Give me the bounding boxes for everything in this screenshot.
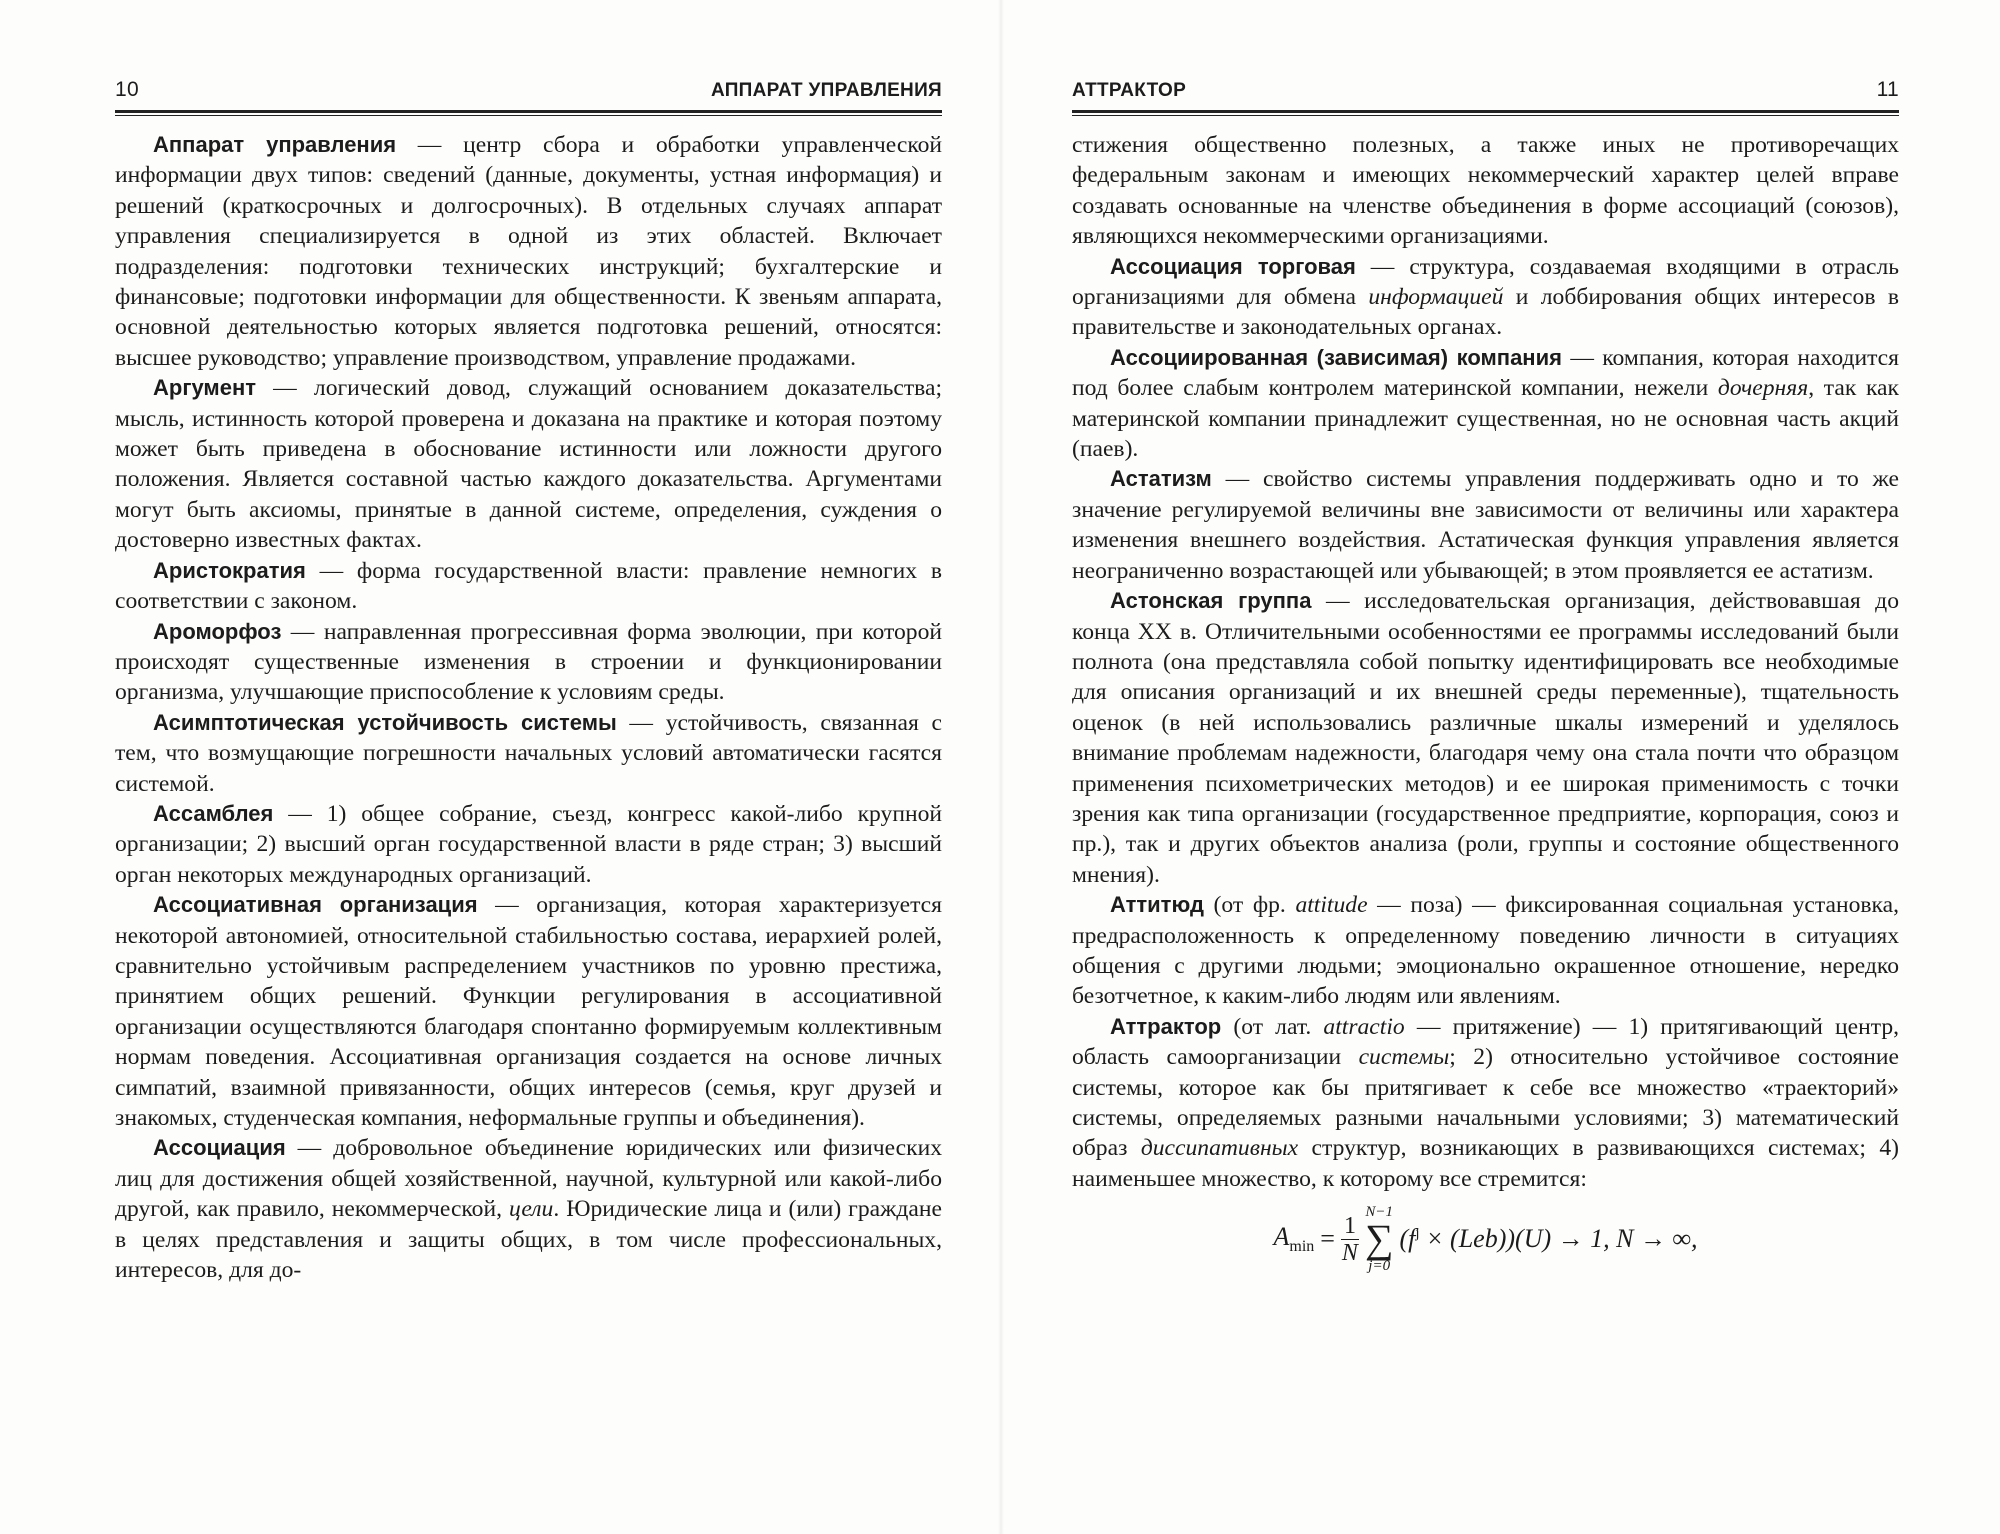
header-rule: [1072, 110, 1899, 113]
entry-definition: — добровольное объединение юридических или физических лиц для достижения общей хозяйственной, научной, культурной или какой-либо другой, как правило, некоммерческой,: [115, 1135, 942, 1223]
entry-term: Ассоциативная организация: [153, 892, 478, 918]
entry-definition: — центр сбора и обработки управленческой информации двух типов: сведений (данные, документы, устная информация) и решений (краткосрочных и долгосрочных). В отдельных случаях аппарат управления специализируется в одной из этих областей. Включает подразделения: подготовки технических инструкций; бухгалтерские и финансовые; подготовки информации для общественности. К звеньям аппарата, основной деятельностью которых является подготовка решений, относятся: высшее руководство; управление производством, управление продажами.: [115, 132, 943, 371]
entry: [115, 373, 942, 555]
entry-definition: (от лат.: [1221, 1013, 1324, 1040]
entry-definition: — организация, которая характеризуется некоторой автономией, относительной стабильностью состава, иерархией ролей, сравнительно устойчивым распределением участников по уровню престижа, принятием общих решений. Функции регулирования в ассоциативной организации осуществляются благодаря спонтанно формируемым коллективным нормам поведения. Ассоциативная организация создается на основе личных симпатий, взаимной привязанности, общих интересов (семья, круг друзей и знакомых, студенческая компания, неформальные группы и объединения).: [115, 892, 943, 1131]
entry: [1072, 586, 1899, 890]
entry-term: Ассоциация торговая: [1110, 253, 1356, 279]
entry: [115, 556, 942, 617]
entry-definition: — устойчивость, связанная с тем, что возмущающие погрешности начальных условий автоматически гасятся системой.: [115, 709, 943, 797]
italic-crossref: системы: [1358, 1044, 1450, 1071]
formula-equals: =: [1320, 1224, 1335, 1254]
entry-definition: — свойство системы управления поддерживать одно и то же значение регулируемой величины вне зависимости от величины или характера изменения внешнего воздействия. Астатическая функция управления является неограниченно возрастающей или убывающей; в этом проявляется ее астатизм.: [1072, 466, 1899, 584]
entry-attractor: [1072, 1012, 1899, 1194]
entry-term: Аристократия: [153, 557, 306, 583]
right-page: [1072, 78, 1899, 1498]
left-page-header: [115, 78, 942, 106]
entry: [115, 617, 942, 708]
formula-sum: N−1 ∑ j=0: [1364, 1204, 1394, 1275]
left-page: [115, 78, 942, 1498]
formula-fraction: $\frac{1}{N}$: [1341, 1212, 1358, 1266]
entry-definition-cont: и лоббирования общих интересов в правительстве и законодательных органах.: [1072, 284, 1899, 341]
left-page-body: [115, 130, 942, 1285]
book-spine-fold: [998, 0, 1004, 1534]
entry-definition: — исследовательская организация, действовавшая до конца XX в. Отличительными особенностями ее программы исследований были полнота (она представляла собой попытку идентифицировать все необходимые для описания организаций и их внешней среды переменные), тщательность оценок (в ней использовались различные шкалы измерений и уделялось внимание проблемам надежности, благодаря чему она стала почти что образцом применения психометрических методов) и ее широкая применимость с точки зрения как типа организации (государственное предприятие, корпорация, союз и пр.), так и других объектов анализа (роли, группы и состояние общественного мнения).: [1072, 588, 1899, 888]
header-rule-thin: [1072, 115, 1899, 116]
formula-body: $(f^j \times (Leb))(U) \to 1$, N → ∞,: [1399, 1224, 1698, 1254]
italic-crossref: attitude: [1295, 892, 1368, 919]
entry-term: Аргумент: [153, 375, 257, 401]
entry-term: Ассоциированная (зависимая) компания: [1110, 344, 1562, 370]
entry-definition: — форма государственной власти: правление немногих в соответствии с законом.: [115, 557, 942, 615]
header-rule: [115, 110, 942, 113]
entry-definition: — 1) общее собрание, съезд, конгресс какой-либо крупной организации; 2) высший орган государственной власти в ряде стран; 3) высший орган некоторых международных организаций.: [115, 800, 942, 888]
entry: [115, 708, 942, 799]
entry-term: Астатизм: [1110, 466, 1212, 492]
entry: [115, 890, 942, 1133]
formula-lhs: $A_{min}$: [1273, 1222, 1315, 1256]
entry: [1072, 890, 1899, 1012]
running-head: АППАРАТ УПРАВЛЕНИЯ: [710, 80, 942, 101]
italic-crossref: цели: [508, 1196, 554, 1223]
right-page-body: [1072, 130, 1899, 1194]
entry: [1072, 252, 1899, 343]
entry-definition-cont: — притяжение) — 1) притягивающий центр, область самоорганизации: [1072, 1013, 1900, 1071]
italic-crossref: информацией: [1368, 284, 1504, 311]
entry-term: Асимптотическая устойчивость системы: [153, 709, 617, 735]
entry-definition-cont: , так как материнской компании принадлежит существенная, но не основная часть акций (паев).: [1072, 375, 1899, 463]
italic-crossref: attractio: [1323, 1013, 1405, 1040]
entry-definition-cont: ; 2) относительно устойчивое состояние системы, которое как бы притягивает к себе все множество «траекторий» системы, определяемых разными начальными условиями; 3) математический образ: [1072, 1044, 1899, 1162]
attractor-formula: [1072, 1204, 1899, 1274]
running-head: АТТРАКТОР: [1072, 80, 1187, 101]
header-rule-thin: [115, 115, 942, 116]
entry-term: Ассоциация: [153, 1135, 286, 1161]
entry-term: Астонская группа: [1110, 588, 1312, 614]
entry-term: Аппарат управления: [153, 132, 397, 157]
entry-term: Ассамблея: [153, 800, 274, 826]
continued-text: стижения общественно полезных, а также иных не противоречащих федеральным законам и имеющих некоммерческий характер целей вправе создавать основанные на членстве объединения в форме ассоциаций (союзов), являющихся некоммерческими организациями.: [1072, 132, 1899, 250]
entry: [115, 130, 942, 373]
entry-definition: — направленная прогрессивная форма эволюции, при которой происходят существенные изменения в строении и функционировании организма, улучшающие приспособление к условиям среды.: [115, 618, 942, 706]
italic-crossref: диссипативных: [1140, 1135, 1299, 1162]
entry: [1072, 343, 1899, 465]
page-number: 10: [115, 78, 139, 101]
entry-definition: — структура, создаваемая входящими в отрасль организациями для обмена: [1072, 253, 1899, 311]
italic-crossref: дочерняя: [1717, 375, 1809, 402]
right-page-header: [1072, 78, 1899, 106]
entry-definition: — компания, которая находится под более слабым контролем материнской компании, нежели: [1072, 344, 1899, 402]
page-number: 11: [1876, 78, 1899, 101]
entry: [115, 799, 942, 890]
entry: [115, 1133, 942, 1285]
entry-definition-cont: . Юридические лица и (или) граждане в целях представления и защиты общих, в том числе профессиональных, интересов, для до-: [115, 1196, 942, 1284]
entry-term: Аттрактор: [1110, 1013, 1222, 1039]
entry-definition: (от фр.: [1203, 892, 1296, 919]
entry-definition: — логический довод, служащий основанием доказательства; мысль, истинность которой проверена и доказана на практике и которая поэтому может быть приведена в обоснование истинности или ложности другого положения. Является составной частью каждого доказательства. Аргументами могут быть аксиомы, принятые в данной системе, определения, суждения о достоверно известных фактах.: [115, 375, 942, 554]
entry-definition-cont: структур, возникающих в развивающихся системах; 4) наименьшее множество, к которому все стремится:: [1072, 1135, 1899, 1192]
entry-term: Ароморфоз: [153, 618, 282, 644]
entry-term: Аттитюд: [1110, 892, 1204, 918]
entry: [1072, 464, 1899, 586]
entry-definition-cont: — поза) — фиксированная социальная установка, предрасположенность к определенному поведению личности в ситуациях общения с другими людьми; эмоционально окрашенное отношение, нередко безотчетное, к каким-либо людям или явлениям.: [1072, 892, 1899, 1010]
